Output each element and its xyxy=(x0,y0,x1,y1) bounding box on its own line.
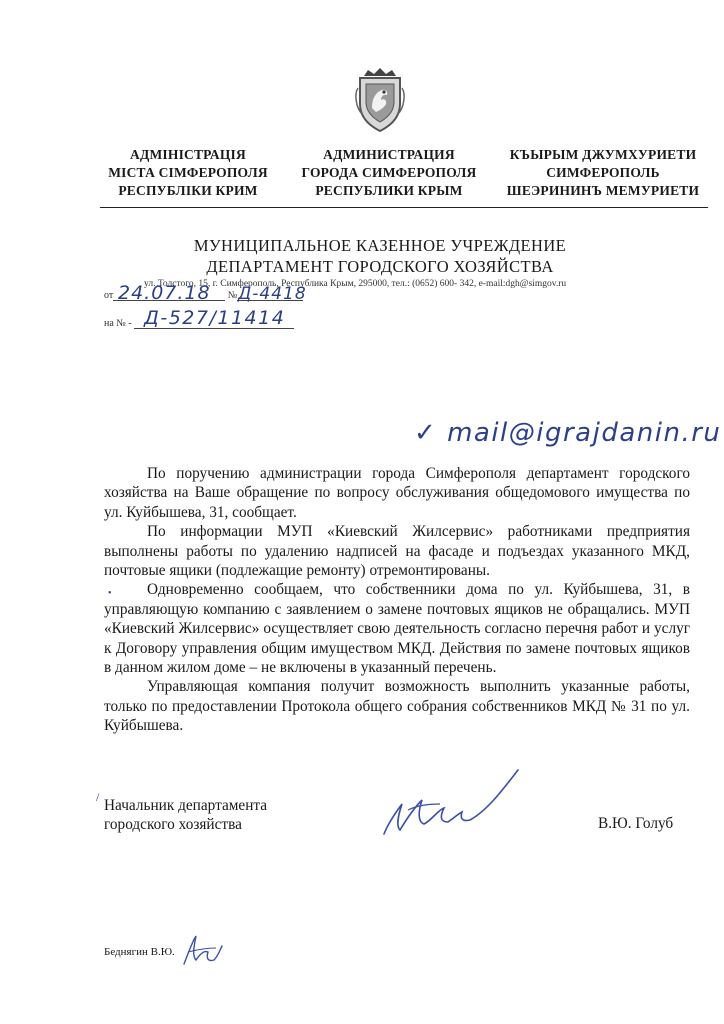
handwritten-signature xyxy=(378,764,528,844)
handwritten-date: 24.07.18 xyxy=(118,282,211,304)
institution-name: МУНИЦИПАЛЬНОЕ КАЗЕННОЕ УЧРЕЖДЕНИЕ xyxy=(193,236,567,255)
crimea-coat-of-arms-icon xyxy=(354,68,406,132)
handwritten-email-note: ✓ mail@igrajdanin.ru xyxy=(414,418,722,448)
margin-dot: • xyxy=(108,588,112,599)
margin-tick: / xyxy=(96,790,100,804)
header-ukrainian-line: МІСТА СІМФЕРОПОЛЯ xyxy=(108,165,268,180)
body-paragraph: Управляющая компания получит возможность выполнить указанные работы, только по предоставлении Протокола общего собрания собственников МКД № 31 по ул. Куйбышева. xyxy=(104,678,690,735)
header-russian xyxy=(288,146,490,200)
executor-initials xyxy=(178,930,226,970)
body-paragraph: Одновременно сообщаем, что собственники дома по ул. Куйбышева, 31, в управляющую компанию с заявлением о замене почтовых ящиков не обращались. МУП «Киевский Жилсервис» осуществляет свою деятельность согласно перечня работ и услуг к Договору управления общим имуществом МКД. Действия по замене почтовых ящиков в данном жилом доме – не включены в указанный перечень. xyxy=(104,581,690,677)
signatory-name: В.Ю. Голуб xyxy=(598,815,674,832)
header-ukrainian-line: АДМІНІСТРАЦІЯ xyxy=(130,147,246,162)
executor-name: Беднягин В.Ю. xyxy=(104,946,175,958)
body-paragraph: По поручению администрации города Симферополя департамент городского хозяйства на Ваше обращение по вопросу обслуживания общедомового имущества по ул. Куйбышева, 31, сообщает. xyxy=(104,465,690,521)
handwritten-email: mail@igrajdanin.ru xyxy=(447,418,722,448)
institution-address: ул. Толстого, 15, г. Симферополь, Республика Крым, 295000, тел.: (0652) 600- 342, e-mail:dgh@simgov.ru xyxy=(144,279,567,289)
department-name: ДЕПАРТАМЕНТ ГОРОДСКОГО ХОЗЯЙСТВА xyxy=(206,257,554,276)
header-crimean-tatar xyxy=(496,146,710,200)
header-russian-line: АДМИНИСТРАЦИЯ xyxy=(323,147,455,162)
incoming-reference: на № - xyxy=(104,318,294,329)
header-crimean-tatar-line: СИМФЕРОПОЛЬ xyxy=(546,165,660,180)
letter-body xyxy=(104,464,690,736)
date-prefix: от xyxy=(104,290,114,301)
header-russian-line: ГОРОДА СИМФЕРОПОЛЯ xyxy=(301,165,477,180)
body-paragraph: По информации МУП «Киевский Жилсервис» работниками предприятия выполнены работы по удалению надписей на фасаде и подъездах указанного МКД, почтовые ящики (подлежащие ремонту) отремонтированы. xyxy=(104,523,690,580)
number-prefix: № xyxy=(227,290,238,301)
header-russian-line: РЕСПУБЛИКИ КРЫМ xyxy=(315,183,463,198)
header-ukrainian xyxy=(100,146,276,200)
header-crimean-tatar-line: КЪЫРЫМ ДЖУМХУРИЕТИ xyxy=(509,147,697,162)
header-ukrainian-line: РЕСПУБЛІКИ КРИМ xyxy=(118,183,258,198)
header-crimean-tatar-line: ШЕЭРИНИНЪ МЕМУРИЕТИ xyxy=(506,183,700,198)
signatory-title xyxy=(104,796,267,835)
signatory-title-line: городского хозяйства xyxy=(104,816,242,834)
handwritten-outgoing-number: Д-4418 xyxy=(238,284,307,304)
signatory-title-line: Начальник департамента xyxy=(104,797,268,814)
header-divider xyxy=(100,207,708,208)
incoming-prefix: на № xyxy=(104,318,126,329)
handwritten-incoming-number: Д-527/11414 xyxy=(144,307,286,329)
